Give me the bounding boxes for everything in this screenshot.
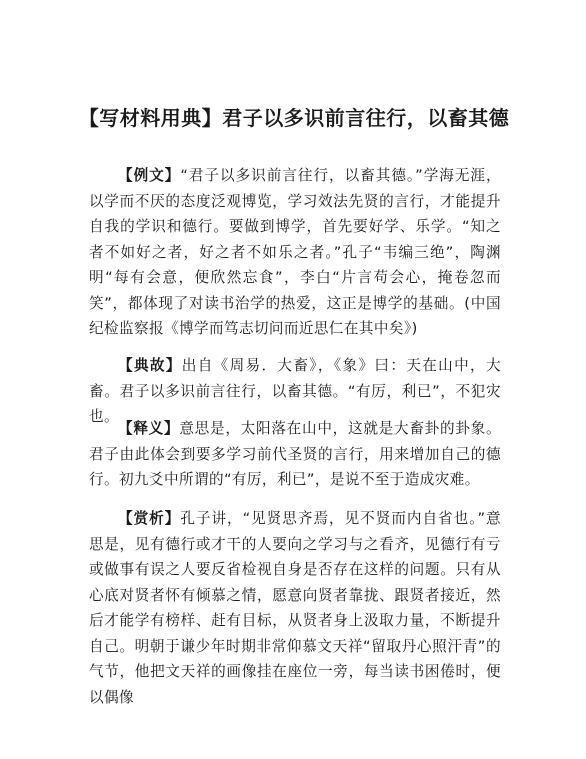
- paragraph-tag: 【例文】: [118, 167, 181, 184]
- document-title: 【写材料用典】君子以多识前言往行，以畜其德: [78, 106, 510, 130]
- paragraph-interpretation: [89, 416, 501, 493]
- paragraph-appreciation: [89, 506, 501, 710]
- paragraph-tag: 【释义】: [118, 420, 180, 437]
- paragraph-tag: 【典故】: [118, 357, 182, 374]
- paragraph-text: 意思是，太阳落在山中，这就是大畜卦的卦象。君子由此体会到要多学习前代圣贤的言行，用来增加自己的德行。初九爻中所谓的“有厉，利已”，是说不至于造成灾难。: [89, 420, 501, 488]
- paragraph-tag: 【赏析】: [118, 510, 181, 527]
- paragraph-text: 孔子讲，“见贤思齐焉，见不贤而内自省也。”意思是，见有德行或才干的人要向之学习与之看齐，见德行有亏或做事有误之人要反省检视自身是否存在这样的问题。只有从心底对贤者怀有倾慕之情，愿意向贤者靠拢、跟贤者接近，然后才能学有榜样、赶有目标，从贤者身上汲取力量，不断提升自己。明朝于谦少年时期非常仰慕文天祥“留取丹心照汗青”的气节，他把文天祥的画像挂在座位一旁，每当读书困倦时，便以偶像: [89, 510, 502, 706]
- paragraph-text: “君子以多识前言往行，以畜其德。”学海无涯，以学而不厌的态度泛观博览，学习效法先贤的言行，才能提升自我的学识和德行。要做到博学，首先要好学、乐学。“知之者不如好之者，好之者不如乐之者。”孔子“韦编三绝”，陶渊明“每有会意，便欣然忘食”，李白“片言苟会心，掩卷忽而笑”，都体现了对读书治学的热爱，这正是博学的基础。(中国纪检监察报《博学而笃志切问而近思仁在其中矣》): [89, 167, 502, 337]
- paragraph-example: [89, 163, 501, 342]
- paragraph-text: 出自《周易．大畜》，《象》曰：天在山中，大畜。君子以多识前言往行，以畜其德。“有厉，利已”，不犯灾也。: [89, 357, 501, 425]
